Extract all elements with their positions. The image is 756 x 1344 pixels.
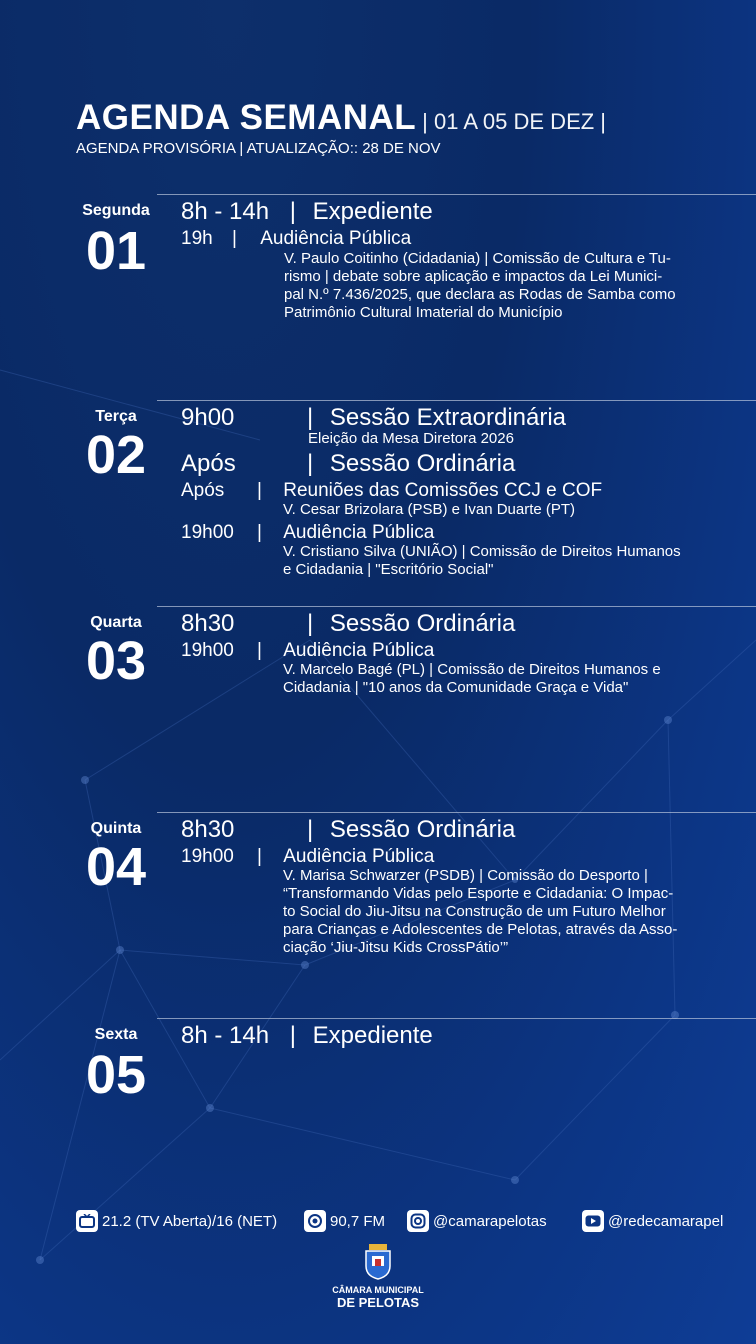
event-row (181, 228, 411, 250)
desc-line: to Social do Jiu-Jitsu na Construção de um Futuro Melhor (283, 903, 666, 920)
event-time: 19h (181, 228, 213, 249)
event-label: Sessão Ordinária (329, 610, 516, 637)
logo-line-2: DE PELOTAS (336, 1295, 420, 1310)
event-row (181, 522, 434, 544)
radio-text: 90,7 FM (330, 1212, 386, 1230)
desc-line: V. Marisa Schwarzer (PSDB) | Comissão do Desporto | (283, 867, 648, 884)
desc-line: V. Marcelo Bagé (PL) | Comissão de Direitos Humanos e (283, 661, 661, 678)
event-time: 19h00 (181, 522, 234, 543)
day-name: Segunda (82, 202, 150, 219)
tv-channel (76, 1210, 277, 1232)
event-label: Expediente (312, 1022, 433, 1049)
event-row (181, 610, 515, 638)
day-number: 03 (85, 631, 147, 691)
event-time: 9h00 (181, 404, 235, 431)
event-label: Reuniões das Comissões CCJ e COF (283, 480, 603, 501)
event-label: Audiência Pública (283, 522, 435, 543)
event-row (181, 846, 434, 868)
event-description (283, 867, 677, 957)
youtube-icon (582, 1210, 604, 1232)
event-label: Audiência Pública (260, 228, 412, 249)
camara-logo (330, 1244, 426, 1310)
divider (157, 400, 756, 401)
desc-line: rismo | debate sobre aplicação e impactos da Lei Munici- (284, 268, 663, 285)
day-name: Terça (95, 408, 137, 425)
event-description (284, 250, 676, 322)
desc-line: Cidadania | "10 anos da Comunidade Graça e Vida" (283, 679, 629, 696)
event-time: 19h00 (181, 846, 234, 867)
page-title: AGENDA SEMANAL (76, 98, 417, 137)
day-number: 02 (85, 425, 147, 485)
separator: | (289, 198, 296, 225)
instagram-link[interactable] (407, 1210, 547, 1232)
separator: | (257, 640, 262, 661)
desc-line: e Cidadania | "Escritório Social" (283, 561, 494, 578)
header (76, 98, 606, 138)
event-time: 8h - 14h (181, 1022, 270, 1049)
separator: | (307, 404, 314, 431)
desc-line: pal N.º 7.436/2025, que declara as Rodas de Samba como (284, 286, 676, 303)
desc-line: para Crianças e Adolescentes de Pelotas, através da Asso- (283, 921, 678, 938)
instagram-handle: @camarapelotas (433, 1212, 547, 1230)
event-label: Expediente (312, 198, 433, 225)
radio-channel (304, 1210, 385, 1232)
event-time: Após (181, 480, 225, 501)
event-label: Audiência Pública (283, 846, 435, 867)
event-label: Sessão Extraordinária (329, 404, 567, 431)
event-time: 8h - 14h (181, 198, 270, 225)
update-note: AGENDA PROVISÓRIA | ATUALIZAÇÃO:: 28 DE NOV (76, 140, 441, 157)
tv-text: 21.2 (TV Aberta)/16 (NET) (102, 1212, 278, 1230)
event-time: 8h30 (181, 816, 235, 843)
youtube-handle: @redecamarapel (608, 1212, 724, 1230)
desc-line: V. Paulo Coitinho (Cidadania) | Comissão de Cultura e Tu- (284, 250, 671, 267)
desc-line: “Transformando Vidas pelo Esporte e Cidadania: O Impac- (283, 885, 674, 902)
separator: | (307, 610, 314, 637)
separator: | (257, 522, 262, 543)
event-row (181, 640, 434, 662)
coat-of-arms-icon (363, 1244, 393, 1280)
event-note: Eleição da Mesa Diretora 2026 (308, 430, 514, 447)
day-number: 05 (85, 1045, 147, 1105)
desc-line: ciação ‘Jiu-Jitsu Kids CrossPátio’” (283, 939, 509, 956)
separator: | (289, 1022, 296, 1049)
youtube-link[interactable] (582, 1210, 723, 1232)
event-row (181, 404, 566, 432)
tv-icon (76, 1210, 98, 1232)
separator: | (231, 228, 237, 249)
logo-line-1: CÂMARA MUNICIPAL (332, 1285, 424, 1295)
event-row (181, 198, 433, 226)
divider (157, 606, 756, 607)
radio-icon (304, 1210, 326, 1232)
separator: | (257, 846, 262, 867)
desc-line: Patrimônio Cultural Imaterial do Município (284, 304, 563, 321)
day-block-tuesday (0, 400, 756, 600)
event-time: 19h00 (181, 640, 234, 661)
event-time: 8h30 (181, 610, 235, 637)
event-description (283, 661, 661, 697)
divider (157, 812, 756, 813)
event-label: Audiência Pública (283, 640, 435, 661)
event-row (181, 450, 515, 478)
event-note: V. Cesar Brizolara (PSB) e Ivan Duarte (PT) (283, 501, 576, 518)
day-block-wednesday (0, 606, 756, 806)
separator: | (307, 816, 314, 843)
day-name: Sexta (94, 1026, 138, 1043)
day-number: 01 (85, 221, 147, 281)
day-block-friday (0, 1018, 756, 1118)
day-number: 04 (85, 837, 147, 897)
date-range: | 01 A 05 DE DEZ | (422, 109, 607, 134)
event-time: Após (181, 450, 236, 477)
event-row (181, 480, 602, 502)
separator: | (257, 480, 262, 501)
day-name: Quinta (90, 820, 142, 837)
instagram-icon (407, 1210, 429, 1232)
day-block-monday (0, 194, 756, 394)
day-name: Quarta (90, 614, 142, 631)
divider (157, 1018, 756, 1019)
desc-line: V. Cristiano Silva (UNIÃO) | Comissão de Direitos Humanos (283, 543, 681, 560)
event-label: Sessão Ordinária (329, 450, 516, 477)
event-description (283, 543, 681, 579)
separator: | (307, 450, 314, 477)
event-label: Sessão Ordinária (329, 816, 516, 843)
event-row (181, 816, 515, 844)
day-block-thursday (0, 812, 756, 1012)
divider (157, 194, 756, 195)
event-row (181, 1022, 433, 1050)
